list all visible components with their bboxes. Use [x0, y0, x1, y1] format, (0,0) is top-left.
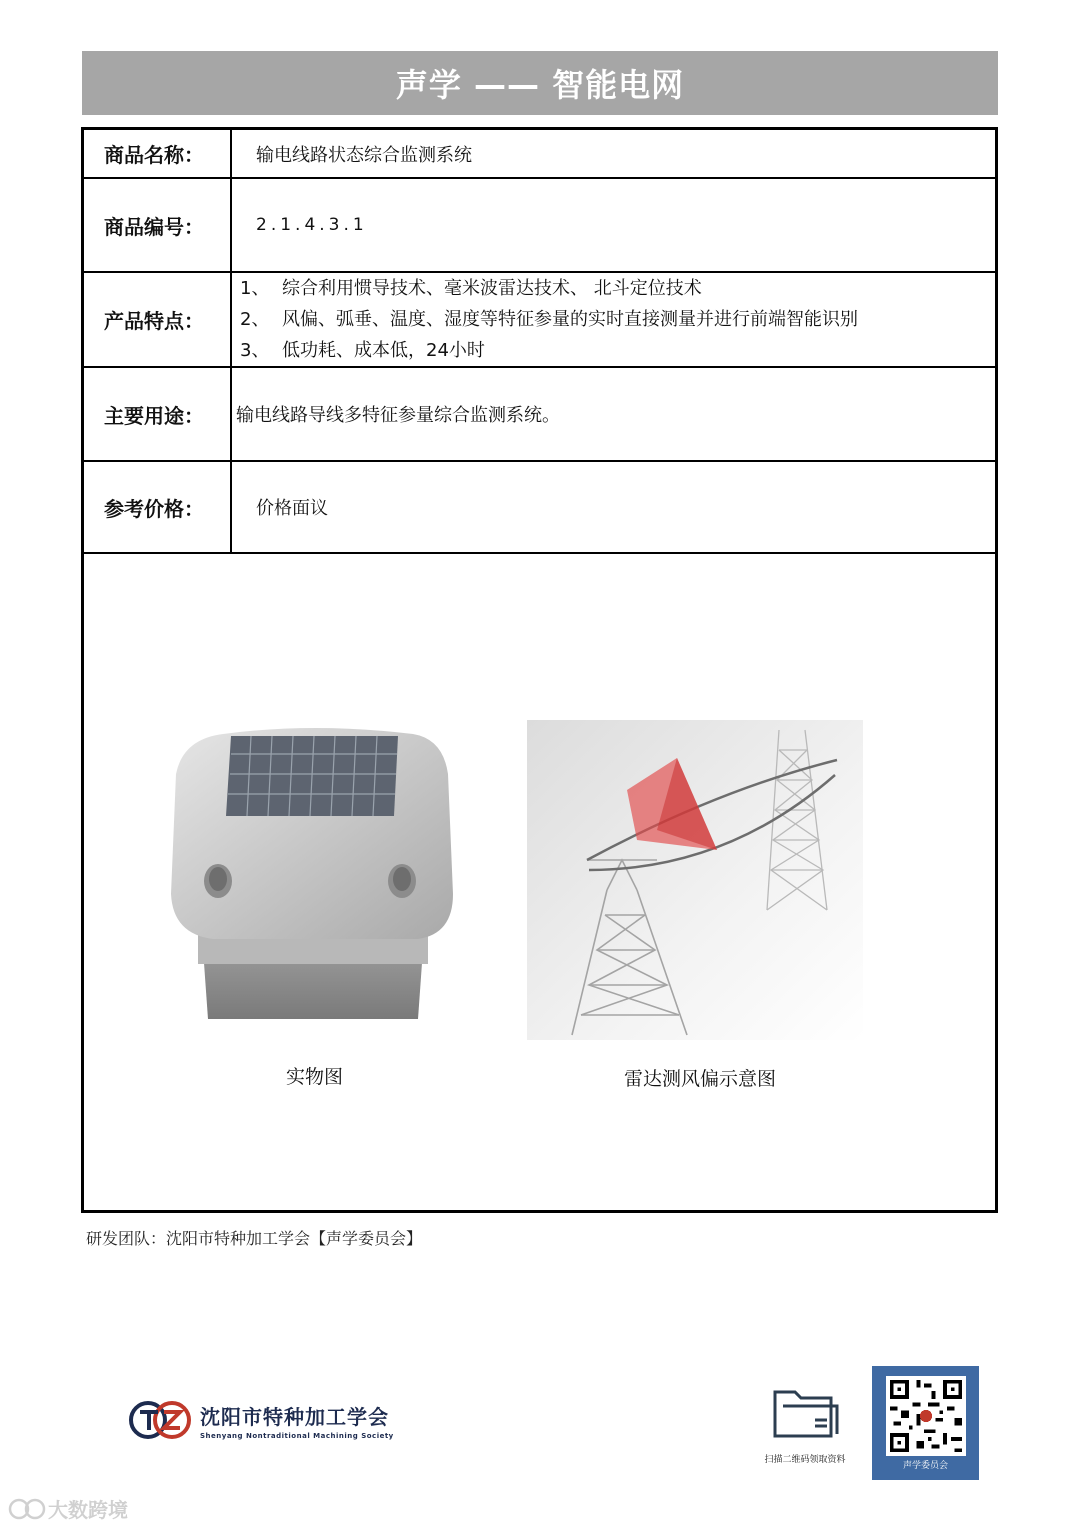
watermark	[8, 1494, 128, 1523]
usage-label: 主要用途：	[84, 368, 232, 460]
price-label: 参考价格：	[84, 462, 232, 552]
feature-number: 3、	[240, 339, 270, 361]
radar-schematic-caption: 雷达测风偏示意图	[624, 1068, 777, 1090]
product-code-value: 2.1.4.3.1	[256, 215, 368, 235]
feature-item	[240, 277, 702, 301]
product-code-label: 商品编号：	[84, 179, 232, 271]
feature-item	[240, 308, 858, 332]
qr-code-panel[interactable]	[872, 1366, 979, 1480]
row-product-name	[84, 130, 995, 179]
feature-number: 1、	[240, 277, 270, 299]
features-list	[232, 273, 995, 366]
rd-team-credit: 研发团队：沈阳市特种加工学会【声学委员会】	[86, 1229, 423, 1248]
resource-download-block	[755, 1384, 855, 1465]
product-name-label: 商品名称：	[84, 130, 232, 177]
feature-item	[240, 339, 485, 363]
radar-wind-schematic	[527, 720, 863, 1040]
society-logo	[128, 1398, 394, 1442]
row-features	[84, 273, 995, 368]
page-header-banner	[82, 51, 998, 115]
device-photo	[168, 724, 458, 1024]
device-photo-caption: 实物图	[286, 1066, 344, 1088]
usage-value: 输电线路导线多特征参量综合监测系统。	[236, 405, 560, 426]
product-spec-table	[81, 127, 998, 1213]
page-title: 声学 —— 智能电网	[395, 66, 685, 104]
price-value: 价格面议	[256, 498, 328, 519]
feature-text: 综合利用惯导技术、毫米波雷达技术、 北斗定位技术	[282, 277, 702, 299]
society-logo-icon	[128, 1398, 192, 1442]
qr-code-icon[interactable]	[886, 1376, 966, 1456]
watermark-logo-icon	[8, 1498, 48, 1520]
society-name-cn: 沈阳市特种加工学会	[200, 1404, 389, 1429]
row-usage	[84, 368, 995, 462]
row-price	[84, 462, 995, 554]
watermark-text: 大数跨境	[48, 1498, 128, 1522]
society-name-en: Shenyang Nontraditional Machining Society	[200, 1431, 394, 1440]
qr-caption: 声学委员会	[902, 1461, 948, 1471]
product-images-area	[84, 554, 995, 1210]
features-label: 产品特点：	[84, 273, 232, 366]
product-name-value: 输电线路状态综合监测系统	[256, 144, 472, 166]
folder-icon	[769, 1384, 841, 1442]
feature-number: 2、	[240, 308, 270, 330]
feature-text: 风偏、弧垂、温度、湿度等特征参量的实时直接测量并进行前端智能识别	[282, 308, 858, 330]
row-product-code	[84, 179, 995, 273]
feature-text: 低功耗、成本低，24小时	[282, 339, 485, 361]
folder-caption: 扫描二维码领取资料	[764, 1455, 846, 1465]
